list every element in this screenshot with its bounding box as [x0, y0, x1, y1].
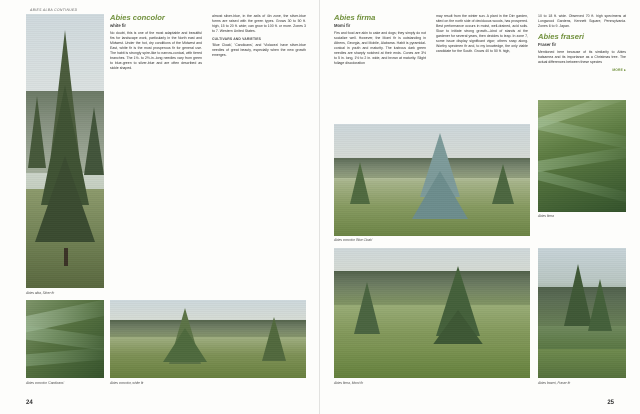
photo-abies-concolor-white-fir — [110, 300, 306, 378]
caption-right-top: Abies firma — [538, 214, 554, 218]
paragraph-firma-2: may result from the winter sun. A plant in the Dirr garden, sited on the north side of deciduous woods, has prospered. Best performance occurs in moist, well-drained, acid soils. Slow to initiate strong growth—kind of stands at the gardener for several years, then decides to leap. In zone 7, some issue display significant vigor; others snap along. Worthy specimen fir and, to my knowledge, the only viable candidate for the South. Grows 40 to 50 ft. high, — [436, 14, 528, 53]
caption-right-mid-1: Abies concolor 'Blue Cloak' — [334, 238, 373, 242]
text-column-fraseri — [538, 14, 626, 73]
paragraph-firma-1: Firs and food are akin to cake and dogs; they simply do not socialize well. However, the Momi fir is outstanding in Athens, Georgia, and Mobile, Alabama. Habit is pyramidal-conical in youth and maturity. The lustrous dark green needles are sharply notched at their ends. Cones are 3½ to 5 in. long, 1½ to 2 in. wide, and brown at maturity. Slight foliage discoloration — [334, 31, 426, 66]
caption-left-small-2: Abies concolor, white fir — [110, 381, 144, 385]
folio-left: 24 — [26, 400, 33, 406]
photo-abies-firma-needles — [538, 100, 626, 212]
running-head-left: ABIES ALBA CONTINUED — [30, 8, 78, 12]
heading-abies-fraseri: Abies fraseri — [538, 31, 585, 41]
folio-right: 25 — [607, 400, 614, 406]
paragraph-concolor-2: almost silver-blue, in the axils of 4in zone, the silver-blue forms are raised with the green types. Grows 30 to 50 ft. high, 15 to 20 ft. wide; can grow to 100 ft. or more. Zones 3 to 7. Western United States. — [212, 14, 306, 33]
text-column-firma-1 — [334, 14, 426, 69]
paragraph-concolor-cultivars: 'Blue Cloak', 'Candicans', and 'Violacea' have silver-blue needles of great beauty, especially when the new growth emerges. — [212, 43, 306, 58]
common-name-fraser-fir: Fraser fir — [538, 41, 557, 47]
photo-abies-alba — [26, 14, 104, 288]
paragraph-fraseri-1: Mentioned here because of its similarity to Abies balsamea and its importance as a Christmas tree. The actual differences between these species — [538, 50, 626, 65]
photo-abies-concolor-candicans — [26, 300, 104, 378]
common-name-momi-fir: Momi fir — [334, 22, 351, 28]
caption-left-tall: Abies alba, Silver fir — [26, 291, 55, 295]
photo-abies-concolor-blue-cloak — [334, 124, 530, 236]
more-link[interactable]: MORE ▸ — [612, 68, 626, 73]
subhead-cultivars: CULTIVARS AND VARIETIES — [212, 36, 262, 41]
paragraph-firma-overflow: 10 to 18 ft. wide. Observed 70 ft. high specimens at Longwood Gardens, Kennett Square, Pennsylvania. Zones 6 to 9. Japan. — [538, 14, 626, 28]
heading-abies-concolor: Abies concolor — [110, 13, 165, 22]
heading-abies-firma: Abies firma — [334, 13, 376, 22]
text-column-concolor-1 — [110, 14, 202, 74]
caption-right-mid-2: Abies firma, Momi fir — [334, 381, 364, 385]
right-page — [320, 0, 640, 414]
text-column-firma-2 — [436, 14, 528, 57]
photo-abies-fraseri — [538, 248, 626, 378]
common-name-white-fir: white fir — [110, 22, 127, 28]
photo-abies-firma-lawn — [334, 248, 530, 378]
paragraph-concolor-1: No doubt, this is one of the most adaptable and beautiful firs for landscape work, particularly in the North east and Midwest. Under the hot, dry conditions of the Midwest and East, white fir is the most prosperous fir for general use. The habit is strongly spire-like to narrow-conical, with tiered branches. The 1½- to 2½-in.-long needles vary from green to blue-green to silver-blue and are often described as sickle shaped. — [110, 31, 202, 71]
caption-right-bottom: Abies fraseri, Fraser fir — [538, 381, 571, 385]
caption-left-small-1: Abies concolor 'Candicans' — [26, 381, 65, 385]
text-column-concolor-2 — [212, 14, 306, 61]
